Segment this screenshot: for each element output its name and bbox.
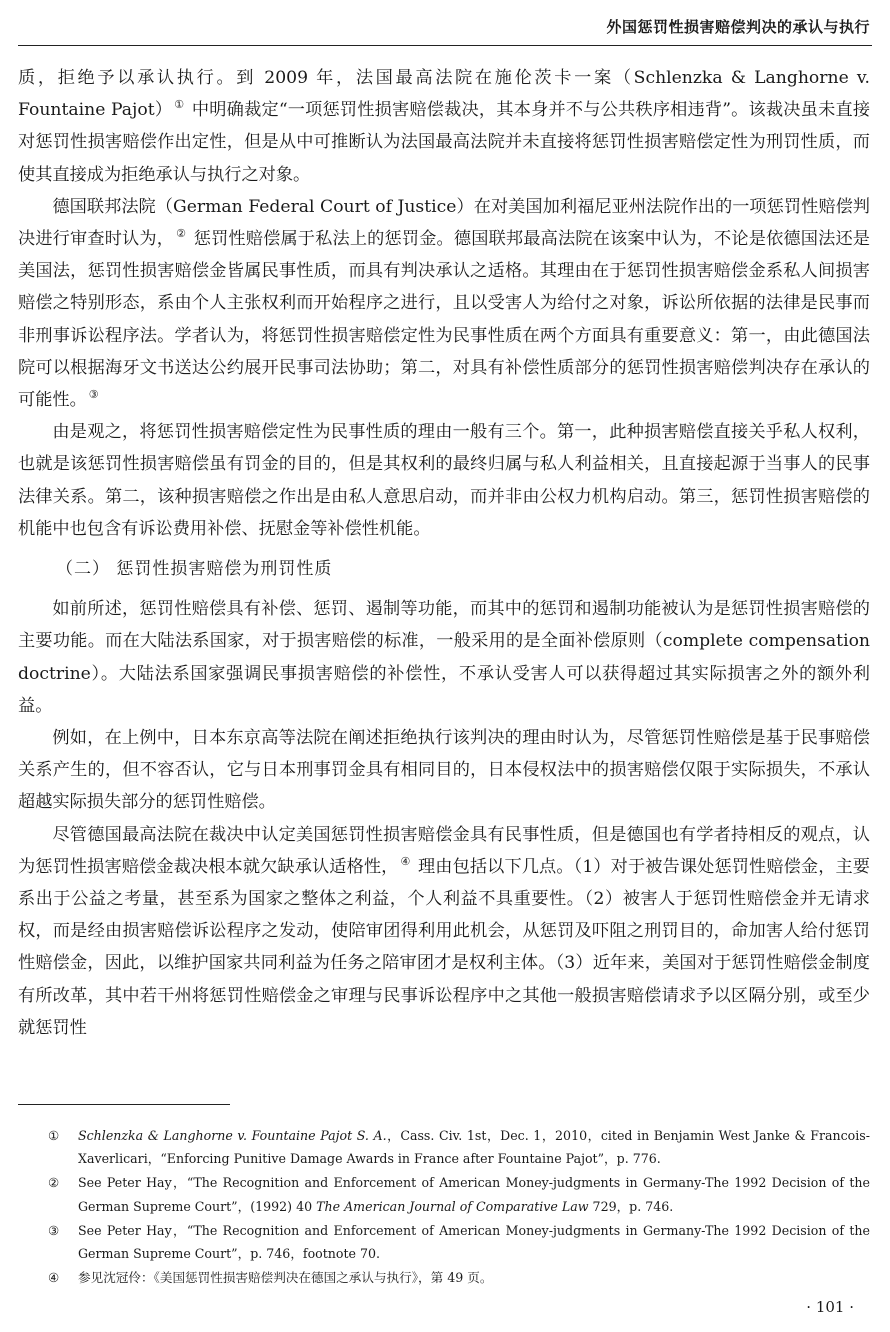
footnote-mark: ③ <box>48 1222 60 1238</box>
paragraph <box>18 416 870 545</box>
footnote-ref[interactable]: ④ <box>400 855 411 869</box>
paragraph-text: 例如，在上例中，日本东京高等法院在阐述拒绝执行该判决的理由时认为，尽管惩罚性赔偿是基于民事赔偿关系产生的，但不容否认，它与日本刑事罚金具有相同目的，日本侵权法中的损害赔偿仅限于实际损失，不承认超越实际损失部分的惩罚性赔偿。 <box>18 728 870 813</box>
paragraph-text: 质，拒绝予以承认执行。到 2009 年，法国最高法院在施伦茨卡一案（Schlenzka & Langhorne v. Fountaine Pajot） <box>18 68 870 121</box>
footnote-ref[interactable]: ① <box>174 98 185 112</box>
footnote-text: See Peter Hay，“The Recognition and Enforcement of American Money-judgments in Germany-The 1992 Decision of the German Supreme Court”，(1992) 40 <box>78 1175 870 1214</box>
page-number: · 101 · <box>806 1298 854 1316</box>
paragraph-text: 理由包括以下几点。（1）对于被告课处惩罚性赔偿金，主要系出于公益之考量，甚至系为国家之整体之利益，个人利益不具重要性。（2）被害人于惩罚性赔偿金并无请求权，而是经由损害赔偿诉讼程序之发动，使陪审团得利用此机会，从惩罚及吓阻之刑罚目的，命加害人给付惩罚性赔偿金，因此，以维护国家共同利益为任务之陪审团才是权利主体。（3）近年来，美国对于惩罚性赔偿金制度有所改革，其中若干州将惩罚性赔偿金之审理与民事诉讼程序中之其他一般损害赔偿请求予以区隔分别，或至少就惩罚性 <box>18 856 870 1038</box>
footnote-text: 729，p. 746. <box>588 1198 674 1214</box>
footnote-mark: ① <box>48 1128 60 1143</box>
paragraph-text: 尽管德国最高法院在裁决中认定美国惩罚性损害赔偿金具有民事性质，但是德国也有学者持相反的观点，认为惩罚性损害赔偿金裁决根本就欠缺承认适格性， <box>18 824 870 877</box>
section-heading: （二） 惩罚性损害赔偿为刑罚性质 <box>56 559 333 580</box>
paragraph <box>18 593 870 722</box>
footnote-ref[interactable]: ② <box>176 227 187 241</box>
paragraph <box>18 819 870 1044</box>
footnote <box>48 1171 870 1217</box>
footnote <box>48 1124 870 1170</box>
paragraph-text: 由是观之，将惩罚性损害赔偿定性为民事性质的理由一般有三个。第一，此种损害赔偿直接关乎私人权利，也就是该惩罚性损害赔偿虽有罚金的目的，但是其权利的最终归属与私人利益相关，且直接起源于当事人的民事法律关系。第二，该种损害赔偿之作出是由私人意思启动，而并非由公权力机构启动。第三，惩罚性损害赔偿的机能中也包含有诉讼费用补偿、抚慰金等补偿性机能。 <box>18 422 870 539</box>
footnote-text: ，Cass. Civ. 1st，Dec. 1，2010，cited in Benjamin West Janke & Francois-Xaverlicari，“Enforcing Punitive Damage Awards in France after Fountaine Pajot”，p. 776. <box>78 1128 870 1167</box>
footnote-ref[interactable]: ③ <box>88 388 99 402</box>
footnote-rule <box>18 1104 230 1105</box>
paragraph-text: 德国联邦法院（German Federal Court of Justice）在对美国加利福尼亚州法院作出的一项惩罚性赔偿判决进行审查时认为， <box>18 196 870 250</box>
paragraph <box>18 722 870 819</box>
paragraph-text: 惩罚性赔偿属于私法上的惩罚金。德国联邦最高法院在该案中认为，不论是依德国法还是美国法，惩罚性损害赔偿金皆属民事性质，而具有判决承认之适格。其理由在于惩罚性损害赔偿金系私人间损害赔偿之特别形态，系由个人主张权利而开始程序之进行，且以受害人为给付之对象，诉讼所依据的法律是民事而非刑事诉讼程序法。学者认为，将惩罚性损害赔偿定性为民事性质在两个方面具有重要意义：第一，由此德国法院可以根据海牙文书送达公约展开民事司法协助；第二，对具有补偿性质部分的惩罚性损害赔偿判决存在承认的可能性。 <box>18 229 870 411</box>
footnotes <box>48 1124 870 1290</box>
case-name: Schlenzka & Langhorne v. Fountaine Pajot S. A. <box>78 1128 387 1143</box>
paragraph <box>18 62 870 191</box>
paragraph-text: 如前所述，惩罚性赔偿具有补偿、惩罚、遏制等功能，而其中的惩罚和遏制功能被认为是惩罚性损害赔偿的主要功能。而在大陆法系国家，对于损害赔偿的标准，一般采用的是全面补偿原则（complete compensation doctrine）。大陆法系国家强调民事损害赔偿的补偿性，不承认受害人可以获得超过其实际损害之外的额外利益。 <box>18 599 870 716</box>
journal-name: The American Journal of Comparative Law <box>316 1198 589 1214</box>
paragraph-text: 中明确裁定“一项惩罚性损害赔偿裁决，其本身并不与公共秩序相违背”。该裁决虽未直接对惩罚性损害赔偿作出定性，但是从中可推断认为法国最高法院并未直接将惩罚性损害赔偿定性为刑罚性质，而使其直接成为拒绝承认与执行之对象。 <box>18 100 871 185</box>
running-head: 外国惩罚性损害赔偿判决的承认与执行 <box>606 18 870 36</box>
footnote-mark: ② <box>48 1175 60 1191</box>
footnote <box>48 1219 870 1265</box>
paragraph <box>18 191 870 416</box>
footnote-text: 参见沈冠伶：《美国惩罚性损害赔偿判决在德国之承认与执行》，第 49 页。 <box>78 1270 493 1286</box>
footnote <box>48 1266 870 1289</box>
header-rule <box>18 45 872 46</box>
body-text <box>18 62 870 1044</box>
footnote-mark: ④ <box>48 1270 60 1286</box>
footnote-text: See Peter Hay，“The Recognition and Enforcement of American Money-judgments in Germany-The 1992 Decision of the German Supreme Court”，p. 746，footnote 70. <box>78 1222 870 1262</box>
